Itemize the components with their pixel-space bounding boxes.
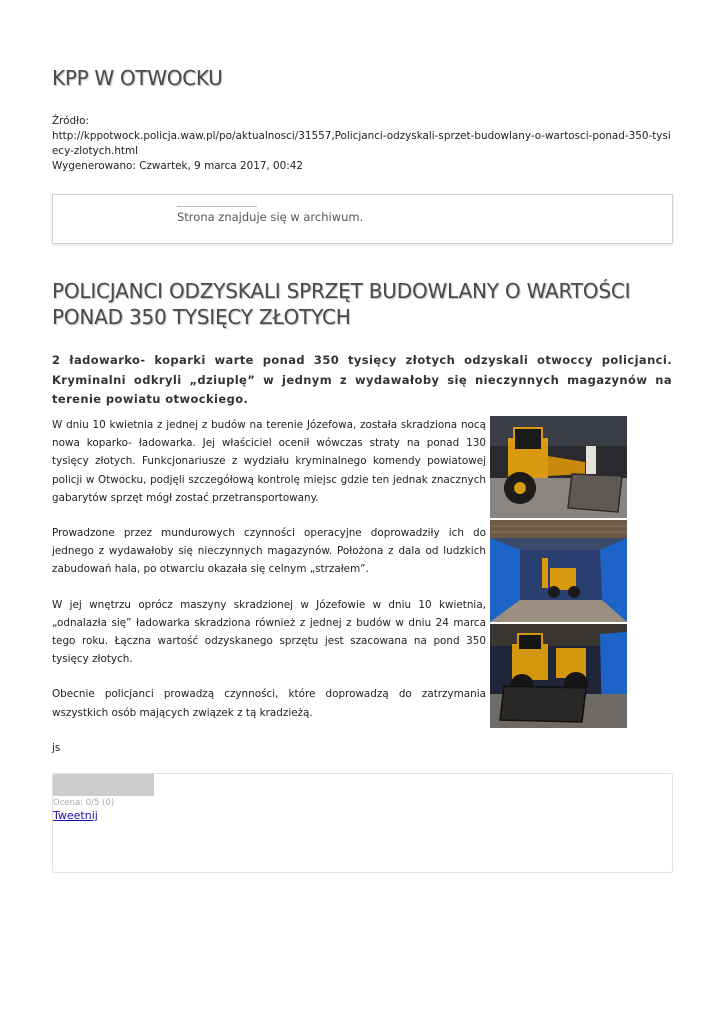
- source-label: Źródło:: [52, 115, 89, 127]
- rating-score: Ocena: 0/5 (0): [53, 798, 115, 808]
- article-title: POLICJANCI ODZYSKALI SPRZĘT BUDOWLANY O WARTOŚCI PONAD 350 TYSIĘCY ZŁOTYCH: [52, 279, 631, 329]
- warehouse-photo[interactable]: [490, 520, 627, 622]
- archive-divider: [177, 206, 257, 207]
- article-paragraph: Prowadzone przez mundurowych czynności operacyjne doprowadziły ich do jednego z wydawałoby się nieczynnych magazynów. Położona z dala od ludzkich zabudowań hala, po otwarciu okazała się celnym „strzałem”.: [52, 527, 486, 576]
- article-lead: 2 ładowarko- koparki warte ponad 350 tysięcy złotych odzyskali otwoccy policjanci. Kryminalni odkryli „dziuplę” w jednym z wydawałoby się nieczynnych magazynów na terenie powiatu otwockiego.: [52, 353, 672, 406]
- backhoe-loader-photo[interactable]: [490, 416, 627, 518]
- archive-notice: [52, 194, 673, 244]
- generated-date: Wygenerowano: Czwartek, 9 marca 2017, 00:42: [52, 160, 303, 172]
- rating-panel: [52, 773, 673, 873]
- source-url: http://kppotwock.policja.waw.pl/po/aktualnosci/31557,Policjanci-odzyskali-sprzet-budowlany-o-wartosci-ponad-350-tysiecy-zlotych.html: [52, 130, 671, 157]
- source-meta: [52, 114, 674, 174]
- article-paragraph: Obecnie policjanci prowadzą czynności, które doprowadzą do zatrzymania wszystkich osób mających związek z tą kradzieżą.: [52, 688, 486, 719]
- article-body: [52, 416, 486, 774]
- loader-bucket-photo[interactable]: [490, 624, 627, 728]
- tweet-link[interactable]: Tweetnij: [53, 809, 98, 822]
- rating-stars-bar[interactable]: [53, 774, 154, 796]
- article-paragraph: W jej wnętrzu oprócz maszyny skradzionej w Józefowie w dniu 10 kwietnia, „odnalazła się” ładowarka skradziona również z jednej z budów w dniu 24 marca tego roku. Łączna wartość odzyskanego sprzętu jest szacowana na pond 350 tysięcy złotych.: [52, 598, 486, 666]
- article-paragraph: W dniu 10 kwietnia z jednej z budów na terenie Józefowa, została skradziona nocą nowa koparko- ładowarka. Jej właściciel ocenił wówczas straty na ponad 130 tysięcy złotych. Funkcjonariusze z wydziału kryminalnego komendy powiatowej policji w Otwocku, podjęli szczegółową kontrolę miejsc gdzie ten jednak znacznych gabarytów sprzęt mógł zostać przetransportowany.: [52, 419, 486, 504]
- site-title: KPP W OTWOCKU: [52, 66, 223, 90]
- archive-note: Strona znajduje się w archiwum.: [177, 210, 364, 224]
- article-signature: js: [52, 741, 61, 754]
